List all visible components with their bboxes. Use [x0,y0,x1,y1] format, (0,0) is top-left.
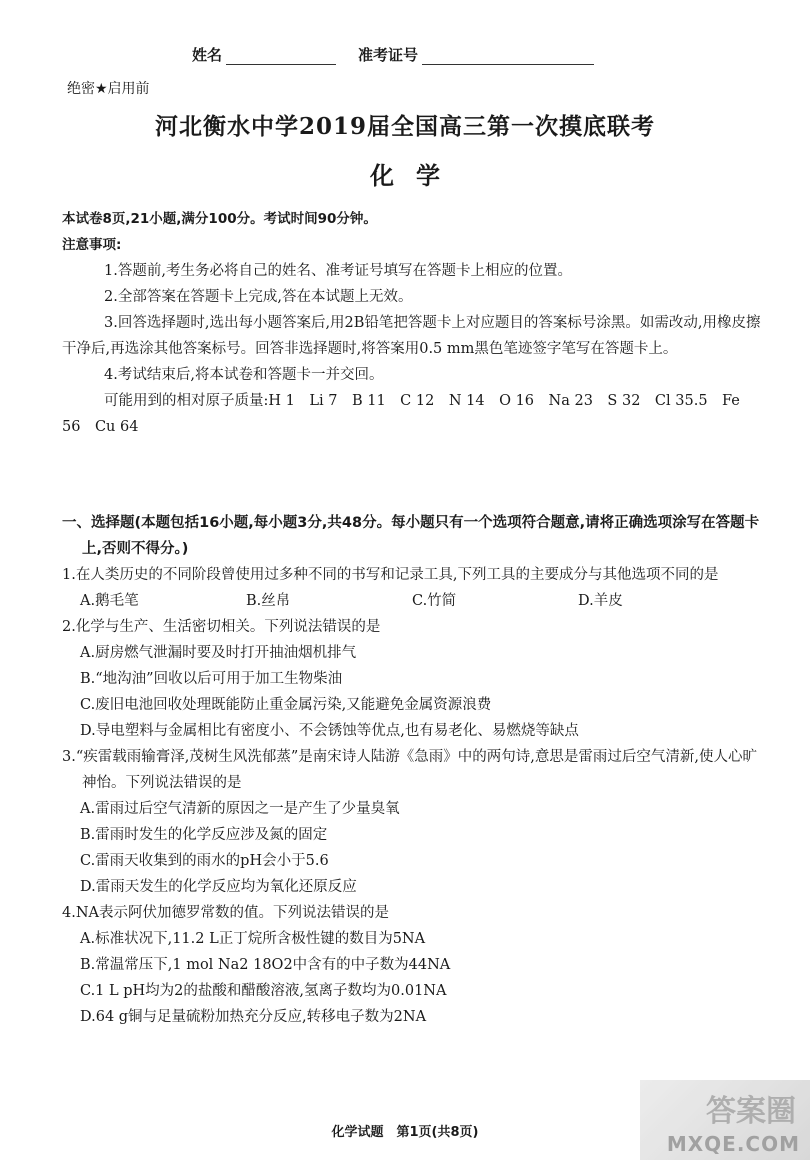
question-4-stem: 4.NA表示阿伏加德罗常数的值。下列说法错误的是 [62,905,389,921]
section-one [62,510,762,1030]
option-a: A.标准状况下,11.2 L正丁烷所含极性键的数目为5NA [80,931,426,947]
watermark-url: MXQE.COM [666,1132,800,1156]
page-footer: 化学试题 第1页(共8页) [331,1125,479,1140]
question-3-stem: 3.“疾雷载雨输膏泽,茂树生风洗郁蒸”是南宋诗人陆游《急雨》中的两句诗,意思是雷雨过后空气清新,使人心旷神怡。下列说法错误的是 [62,749,757,791]
option-b: B.丝帛 [246,593,291,609]
candidate-fields [192,44,594,65]
section-heading: 一、选择题(本题包括16小题,每小题3分,共48分。每小题只有一个选项符合题意,请将正确选项涂写在答题卡上,否则不得分。) [62,515,760,557]
option-a: A.鹅毛笔 [80,593,139,609]
question-2-stem: 2.化学与生产、生活密切相关。下列说法错误的是 [62,619,381,635]
id-blank [422,48,594,65]
option-d: D.羊皮 [578,593,623,609]
confidential-label: 绝密★启用前 [67,81,150,97]
instructions [62,206,762,440]
option-b: B.“地沟油”回收以后可用于加工生物柴油 [80,671,343,687]
option-a: A.厨房燃气泄漏时要及时打开抽油烟机排气 [80,645,357,661]
option-b: B.常温常压下,1 mol Na2 18O2中含有的中子数为44NA [80,957,451,973]
option-a: A.雷雨过后空气清新的原因之一是产生了少量臭氧 [80,801,400,817]
option-d: D.导电塑料与金属相比有密度小、不会锈蚀等优点,也有易老化、易燃烧等缺点 [80,723,579,739]
option-d: D.雷雨天发生的化学反应均为氧化还原反应 [80,879,357,895]
question-1-options [62,588,762,614]
watermark-logo-text: 答案圈 [706,1094,796,1129]
id-label: 准考证号 [358,46,419,64]
notice-item: 4.考试结束后,将本试卷和答题卡一并交回。 [104,367,384,383]
notice-item: 1.答题前,考生务必将自己的姓名、准考证号填写在答题卡上相应的位置。 [104,263,572,279]
notice-heading: 注意事项: [62,237,122,253]
notice-item: 2.全部答案在答题卡上完成,答在本试题上无效。 [104,289,413,305]
exam-title: 河北衡水中学2019届全国高三第一次摸底联考 [154,113,655,140]
option-d: D.64 g铜与足量硫粉加热充分反应,转移电子数为2NA [80,1009,427,1025]
atomic-masses: 可能用到的相对原子质量:H 1 Li 7 B 11 C 12 N 14 O 16 Na 23 S 32 Cl 35.5 Fe 56 Cu 64 [62,393,740,435]
option-c: C.1 L pH均为2的盐酸和醋酸溶液,氢离子数均为0.01NA [80,983,447,999]
name-blank [226,48,336,65]
question-1-stem: 1.在人类历史的不同阶段曾使用过多种不同的书写和记录工具,下列工具的主要成分与其他选项不同的是 [62,567,719,583]
option-c: C.废旧电池回收处理既能防止重金属污染,又能避免金属资源浪费 [80,697,492,713]
name-label: 姓名 [192,46,223,64]
option-c: C.雷雨天收集到的雨水的pH会小于5.6 [80,853,329,869]
watermark-logo [640,1080,810,1160]
subject-title: 化学 [370,161,462,190]
exam-intro: 本试卷8页,21小题,满分100分。考试时间90分钟。 [62,211,377,227]
option-b: B.雷雨时发生的化学反应涉及氮的固定 [80,827,328,843]
notice-item: 3.回答选择题时,选出每小题答案后,用2B铅笔把答题卡上对应题目的答案标号涂黑。如需改动,用橡皮擦干净后,再选涂其他答案标号。回答非选择题时,将答案用0.5 mm黑色笔迹签字笔写在答题卡上。 [62,315,761,357]
option-c: C.竹简 [412,593,457,609]
